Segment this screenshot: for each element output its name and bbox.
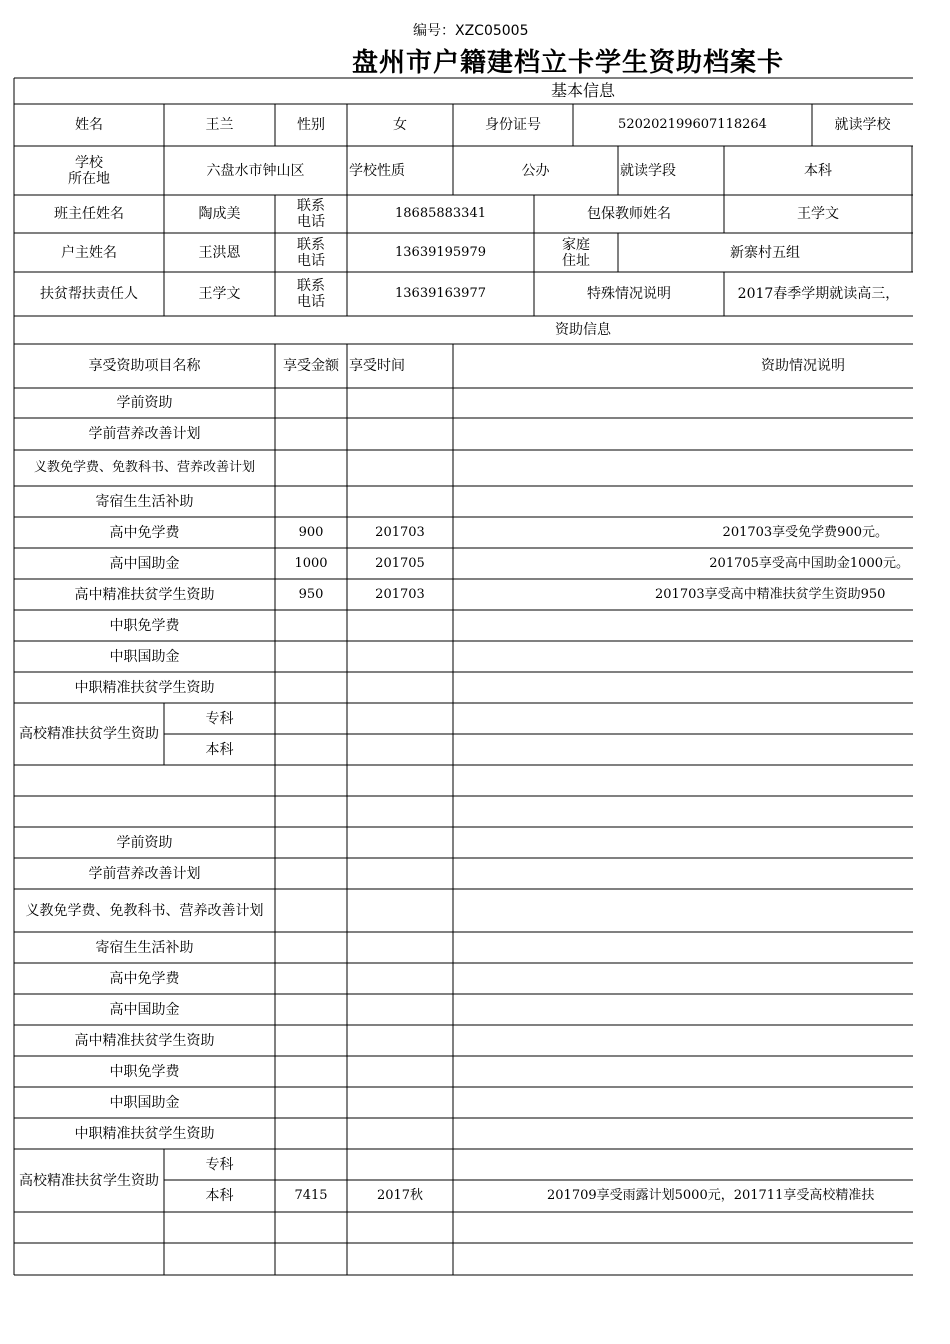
col-item-header: 享受资助项目名称 xyxy=(88,358,201,374)
aid-item-name: 中职精准扶贫学生资助 xyxy=(74,679,215,696)
stage-label: 就读学段 xyxy=(620,162,676,179)
helper-phone-label xyxy=(275,272,347,316)
head-teacher-phone-label xyxy=(275,195,347,233)
aid-item-note: 201709享受雨露计划5000元，201711享受高校精准扶 xyxy=(547,1188,875,1203)
file-code: 编号：XZC05005 xyxy=(413,23,529,39)
address-label-line2: 住址 xyxy=(562,252,590,269)
school-location-label xyxy=(14,146,164,195)
aid-item-name: 专科 xyxy=(205,710,234,727)
aid-info-title: 资助信息 xyxy=(555,322,611,338)
basic-info-title: 基本信息 xyxy=(550,81,615,100)
name-value: 王兰 xyxy=(205,117,234,133)
householder-value: 王洪恩 xyxy=(198,244,241,261)
aid-item-amount: 7415 xyxy=(294,1188,328,1203)
aid-item-amount: 1000 xyxy=(294,555,328,571)
aid-item-name: 学前资助 xyxy=(116,395,173,411)
aid-item-time: 201703 xyxy=(375,524,425,540)
id-number: 520202199607118264 xyxy=(618,117,767,132)
aid-item-name: 学前营养改善计划 xyxy=(88,865,201,882)
university-group-label: 高校精准扶贫学生资助 xyxy=(19,1172,159,1189)
householder-label: 户主姓名 xyxy=(61,244,117,261)
special-value: 2017春季学期就读高三， xyxy=(737,286,900,302)
school-location-label-line1: 学校 xyxy=(75,154,103,171)
aid-item-time: 201703 xyxy=(375,586,425,602)
school-label: 就读学校 xyxy=(834,117,891,133)
name-label: 姓名 xyxy=(75,117,103,133)
school-location-label-line2: 所在地 xyxy=(68,170,110,187)
phone-label-line1: 联系 xyxy=(297,198,325,214)
university-group-label: 高校精准扶贫学生资助 xyxy=(19,726,159,742)
guarantor-label: 包保教师姓名 xyxy=(587,206,671,222)
address-label-line1: 家庭 xyxy=(562,236,590,253)
aid-item-note: 201703享受高中精准扶贫学生资助950 xyxy=(655,586,886,602)
head-teacher-value: 陶成美 xyxy=(198,206,241,222)
aid-item-name: 高中国助金 xyxy=(109,1001,180,1018)
aid-item-time: 2017秋 xyxy=(376,1188,424,1203)
aid-item-time: 201705 xyxy=(375,555,425,571)
aid-item-name: 中职免学费 xyxy=(109,1063,180,1080)
aid-item-amount: 900 xyxy=(298,524,324,540)
aid-item-name: 学前营养改善计划 xyxy=(88,426,201,442)
aid-item-name: 高中精准扶贫学生资助 xyxy=(74,586,215,603)
aid-item-name: 专科 xyxy=(205,1156,234,1173)
aid-item-name: 中职国助金 xyxy=(109,648,180,665)
aid-item-name: 学前资助 xyxy=(116,834,173,851)
aid-item-name: 寄宿生生活补助 xyxy=(95,939,194,956)
aid-item-name: 义教免学费、免教科书、营养改善计划 xyxy=(25,902,264,919)
stage-value: 本科 xyxy=(804,162,832,179)
householder-phone-label xyxy=(275,233,347,272)
helper-value: 王学文 xyxy=(198,286,241,302)
gender-value: 女 xyxy=(393,117,407,133)
phone-label-line2: 电话 xyxy=(297,294,325,310)
school-type-value: 公办 xyxy=(521,162,550,179)
col-time-header: 享受时间 xyxy=(349,358,405,374)
aid-item-note: 201705享受高中国助金1000元。 xyxy=(709,555,909,571)
address-value: 新寨村五组 xyxy=(730,244,800,261)
aid-item-name: 高中免学费 xyxy=(109,970,180,987)
col-amount-header: 享受金额 xyxy=(283,358,339,374)
helper-label: 扶贫帮扶责任人 xyxy=(40,286,138,302)
aid-item-name: 高中免学费 xyxy=(109,524,180,541)
head-teacher-phone: 18685883341 xyxy=(395,206,486,221)
aid-item-name: 高中国助金 xyxy=(109,555,180,572)
aid-item-name: 高中精准扶贫学生资助 xyxy=(74,1032,215,1049)
phone-label-line2: 电话 xyxy=(297,214,325,230)
page-title: 盘州市户籍建档立卡学生资助档案卡 xyxy=(352,48,785,78)
aid-item-name: 义教免学费、免教科书、营养改善计划 xyxy=(33,460,255,475)
aid-item-amount: 950 xyxy=(298,586,324,602)
school-type-label: 学校性质 xyxy=(349,162,405,179)
phone-label-line2: 电话 xyxy=(297,252,325,269)
col-note-header: 资助情况说明 xyxy=(761,358,845,374)
address-label xyxy=(534,233,618,272)
phone-label-line1: 联系 xyxy=(297,278,325,294)
helper-phone: 13639163977 xyxy=(395,286,486,301)
id-label: 身份证号 xyxy=(485,117,541,133)
aid-item-name: 本科 xyxy=(205,1188,234,1204)
aid-item-name: 中职国助金 xyxy=(109,1094,180,1111)
aid-item-name: 本科 xyxy=(205,741,234,758)
gender-label: 性别 xyxy=(297,117,325,133)
head-teacher-label: 班主任姓名 xyxy=(54,206,124,222)
aid-item-name: 中职免学费 xyxy=(109,617,180,634)
aid-item-note: 201703享受免学费900元。 xyxy=(722,524,888,540)
school-location-value: 六盘水市钟山区 xyxy=(206,162,305,179)
aid-item-name: 寄宿生生活补助 xyxy=(95,493,194,510)
special-label: 特殊情况说明 xyxy=(587,286,671,302)
phone-label-line1: 联系 xyxy=(297,236,325,253)
aid-item-name: 中职精准扶贫学生资助 xyxy=(74,1125,215,1142)
householder-phone: 13639195979 xyxy=(395,244,486,260)
guarantor-value: 王学文 xyxy=(797,206,839,222)
